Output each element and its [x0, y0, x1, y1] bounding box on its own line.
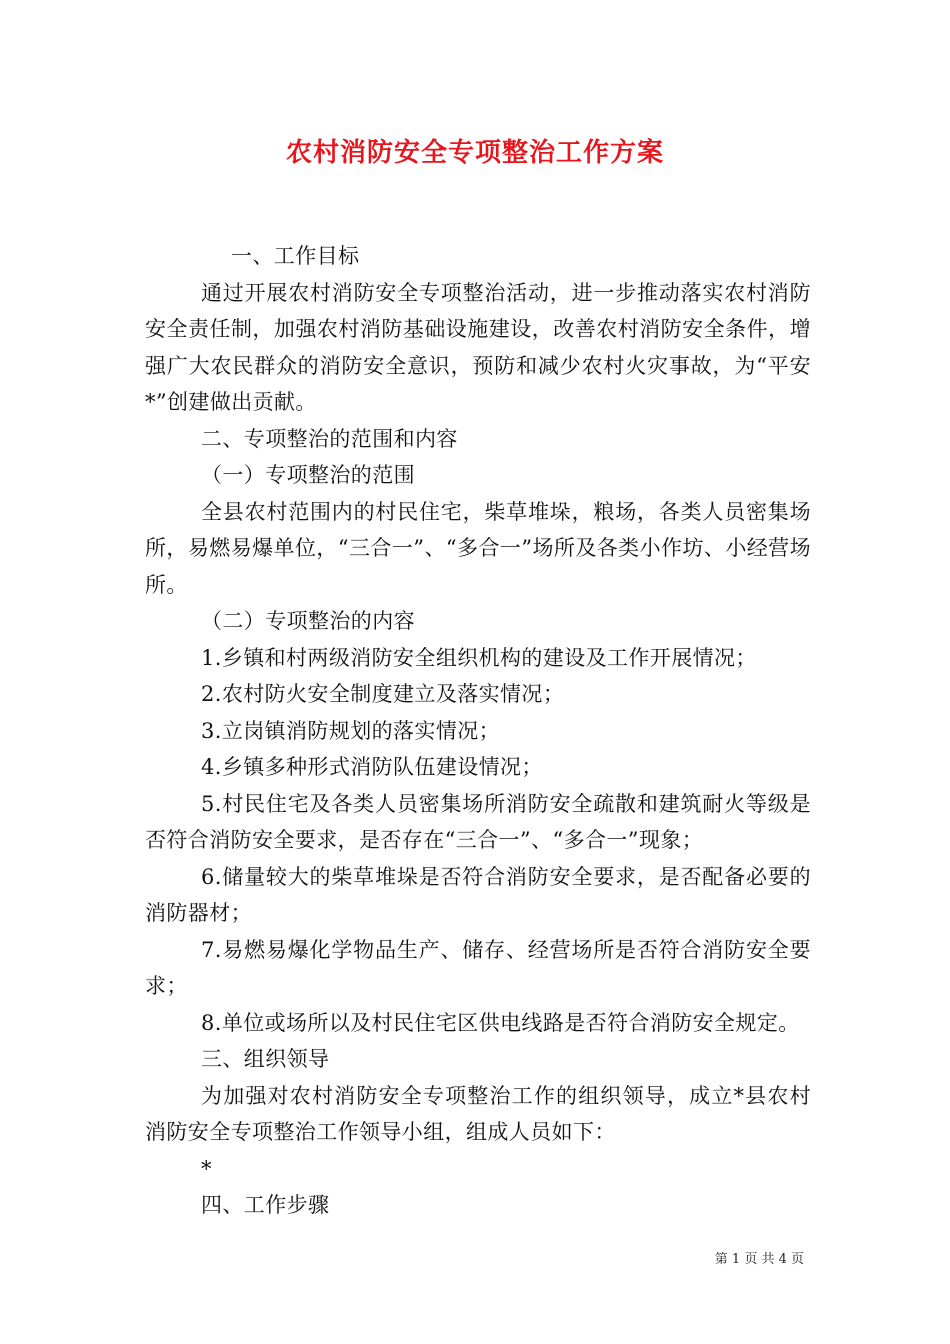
list-item: 5.村民住宅及各类人员密集场所消防安全疏散和建筑耐火等级是否符合消防安全要求，是否存在“三合一”、“多合一”现象；: [145, 791, 811, 852]
list-item: 4.乡镇多种形式消防队伍建设情况；: [201, 755, 543, 779]
paragraph: 为加强对农村消防安全专项整治工作的组织领导，成立*县农村消防安全专项整治工作领导小组，组成人员如下：: [145, 1083, 811, 1144]
section-heading: 三、组织领导: [201, 1047, 330, 1071]
list-item: 1.乡镇和村两级消防安全组织机构的建设及工作开展情况；: [201, 645, 757, 670]
list-item: 2.农村防火安全制度建立及落实情况；: [201, 682, 565, 706]
section-heading: 一、工作目标: [231, 244, 360, 268]
page-number: 第 1 页 共 4 页: [714, 1252, 804, 1267]
list-item: 7.易燃易爆化学物品生产、储存、经营场所是否符合消防安全要求；: [145, 937, 811, 998]
section-heading: 二、专项整治的范围和内容: [201, 426, 458, 451]
section-heading: 四、工作步骤: [201, 1193, 330, 1217]
paragraph: 通过开展农村消防安全专项整治活动，进一步推动落实农村消防安全责任制，加强农村消防基础设施建设，改善农村消防安全条件，增强广大农民群众的消防安全意识，预防和减少农村火灾事故，为“平安*”创建做出贡献。: [145, 280, 811, 414]
subsection-heading: （一）专项整治的范围: [201, 463, 415, 487]
document-body: [145, 238, 811, 1224]
list-item: 6.储量较大的柴草堆垛是否符合消防安全要求，是否配备必要的消防器材；: [145, 864, 811, 925]
list-item: 3.立岗镇消防规划的落实情况；: [201, 718, 501, 743]
document-title: 农村消防安全专项整治工作方案: [285, 138, 664, 168]
paragraph: 全县农村范围内的村民住宅，柴草堆垛，粮场，各类人员密集场所，易燃易爆单位，“三合一”、“多合一”场所及各类小作坊、小经营场所。: [145, 499, 811, 597]
paragraph: *: [201, 1156, 212, 1181]
list-item: 8.单位或场所以及村民住宅区供电线路是否符合消防安全规定。: [201, 1010, 800, 1035]
subsection-heading: （二）专项整治的内容: [201, 609, 415, 633]
